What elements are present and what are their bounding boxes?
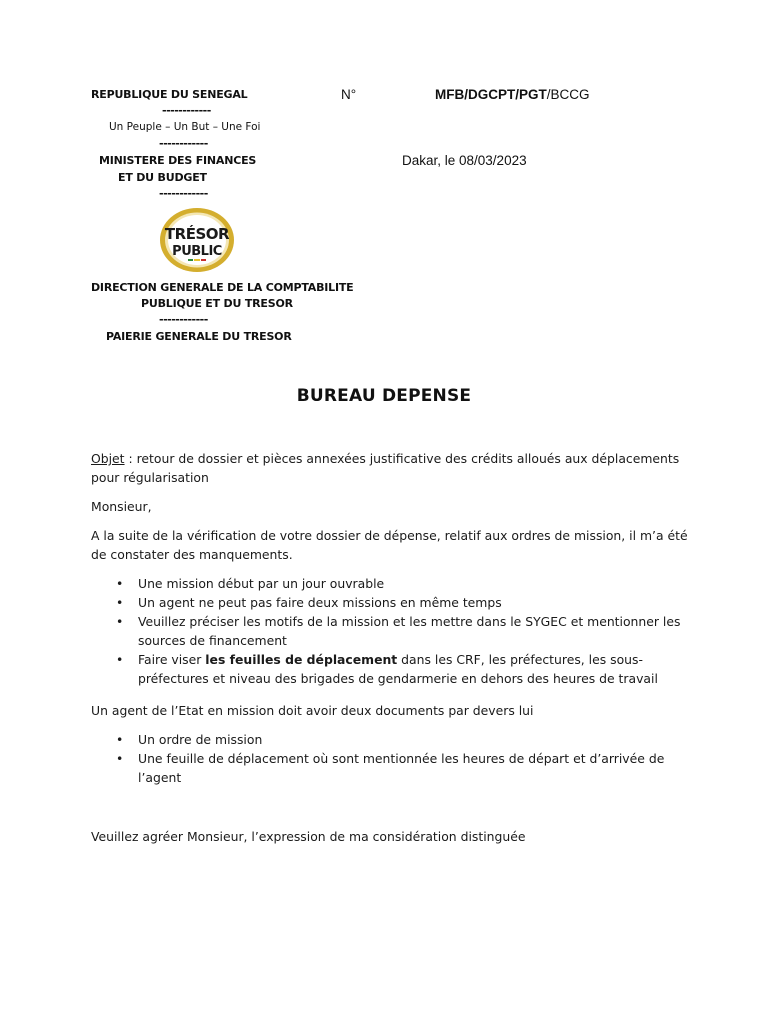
salutation: Monsieur, (91, 499, 152, 514)
documents-list (91, 730, 691, 787)
logo-text-tresor: TRÉSOR (164, 225, 230, 243)
ministry-name-line2: ET DU BUDGET (118, 171, 207, 184)
national-motto: Un Peuple – Un But – Une Foi (109, 121, 261, 133)
logo-text-public: PUBLIC (172, 244, 222, 259)
list-item: • Une mission début par un jour ouvrable (91, 574, 691, 593)
object-label: Objet (91, 451, 125, 466)
separator: ------------ (159, 313, 208, 326)
separator: ------------ (159, 137, 208, 150)
paierie-name: PAIERIE GENERALE DU TRESOR (106, 330, 292, 343)
country-name: REPUBLIQUE DU SENEGAL (91, 88, 248, 101)
direction-name-line2: PUBLIQUE ET DU TRESOR (141, 297, 293, 310)
list-item: • Une feuille de déplacement où sont mentionnée les heures de départ et d’arrivée de l’agent (91, 749, 691, 787)
list-item (91, 650, 691, 688)
list-item-text: Faire viser (138, 652, 206, 667)
list-item-text: dans les CRF, les préfectures, les sous-préfectures et niveau des brigades de gendarmerie en dehors des heures de travail (138, 652, 658, 686)
reference-code-bold: MFB/DGCPT/PGT (435, 87, 547, 102)
intro-paragraph: A la suite de la vérification de votre dossier de dépense, relatif aux ordres de mission, il m’a été de constater des manquements. (91, 528, 688, 562)
closing-formula: Veuillez agréer Monsieur, l’expression de ma considération distinguée (91, 829, 526, 844)
direction-name-line1: DIRECTION GENERALE DE LA COMPTABILITE (91, 281, 354, 294)
agent-sentence: Un agent de l’Etat en mission doit avoir deux documents par devers lui (91, 703, 534, 718)
list-item: • Veuillez préciser les motifs de la mission et les mettre dans le SYGEC et mentionner les sources de financement (91, 612, 691, 650)
object-text: : retour de dossier et pièces annexées justificative des crédits alloués aux déplacements pour régularisation (91, 451, 680, 485)
remarks-list (91, 574, 691, 688)
place-and-date: Dakar, le 08/03/2023 (402, 153, 527, 168)
list-item: • Un ordre de mission (91, 730, 691, 749)
separator: ------------ (159, 187, 208, 200)
reference-number-label: N° (341, 87, 357, 102)
list-item: • Un agent ne peut pas faire deux missions en même temps (91, 593, 691, 612)
list-item-bold-text: les feuilles de déplacement (205, 652, 398, 667)
document-title: BUREAU DEPENSE (296, 386, 472, 406)
separator: ------------ (162, 104, 211, 117)
ministry-name-line1: MINISTERE DES FINANCES (99, 154, 257, 167)
reference-code (435, 87, 590, 102)
object-line (91, 449, 691, 487)
reference-code-suffix: /BCCG (546, 87, 590, 102)
tresor-public-logo-graphic (158, 206, 236, 274)
tresor-public-logo (158, 206, 236, 274)
